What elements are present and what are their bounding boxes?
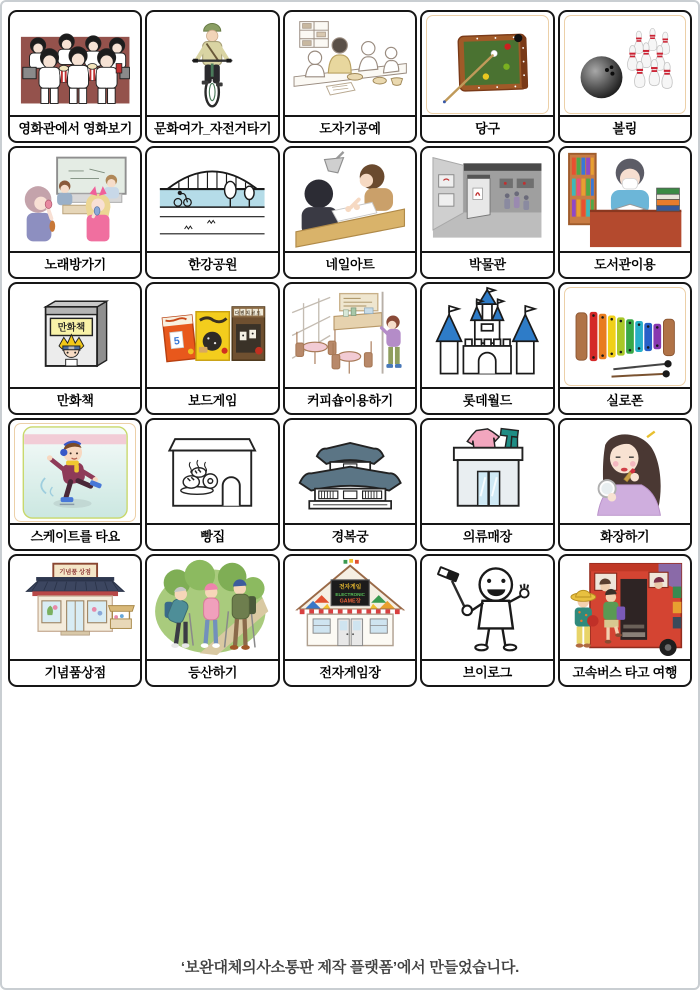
han-river-bridge-icon [149,150,275,249]
ice-skating-illustration [14,423,136,522]
clothing-store-illustration [422,420,552,523]
pottery-craft-illustration [285,12,415,115]
card-label: 보드게임 [147,387,277,413]
card-makeup[interactable] [558,418,692,551]
card-label: 볼링 [560,115,690,141]
express-bus-travel-icon [562,558,688,657]
makeup-icon [562,422,688,521]
hiking-icon [149,558,275,657]
card-hiking[interactable] [145,554,279,687]
castle-icon [424,286,550,385]
bakery-icon [149,422,275,521]
hiking-illustration [147,556,277,659]
comic-book-icon [12,286,138,385]
nail-art-illustration [285,148,415,251]
card-label: 빵집 [147,523,277,549]
svg-text:5: 5 [173,336,181,348]
card-label: 도서관이용 [560,251,690,277]
card-bowling[interactable] [558,10,692,143]
card-label: 경복궁 [285,523,415,549]
palace-illustration [285,420,415,523]
card-label: 영화관에서 영화보기 [10,115,140,141]
billiards-table-icon [428,17,546,112]
bakery-illustration [147,420,277,523]
card-bicycle[interactable] [145,10,279,143]
xylophone-illustration [564,287,686,386]
card-label: 스케이트를 타요 [10,523,140,549]
card-souvenir-shop[interactable] [8,554,142,687]
card-grid [8,10,692,687]
card-label: 문화여가_자전거타기 [147,115,277,141]
card-label: 화장하기 [560,523,690,549]
card-label: 노래방가기 [10,251,140,277]
bowling-ball-pins-illustration [564,15,686,114]
coffee-shop-illustration [285,284,415,387]
clothing-store-icon [424,422,550,521]
svg-text:ELECTRONIC: ELECTRONIC [335,592,365,598]
souvenir-shop-illustration [10,556,140,659]
card-karaoke[interactable] [8,146,142,279]
karaoke-singers-illustration [10,148,140,251]
card-movie-theater[interactable] [8,10,142,143]
card-xylophone[interactable] [558,282,692,415]
pottery-craft-icon [287,14,413,113]
card-label: 기념품상점 [10,659,140,685]
billiards-table-illustration [426,15,548,114]
card-label: 등산하기 [147,659,277,685]
coffee-shop-icon [287,286,413,385]
card-billiards[interactable] [420,10,554,143]
museum-interior-icon [424,150,550,249]
card-label: 의류매장 [422,523,552,549]
card-coffee-shop[interactable] [283,282,417,415]
card-ice-skating[interactable] [8,418,142,551]
card-vlog[interactable] [420,554,554,687]
museum-interior-illustration [422,148,552,251]
xylophone-icon [566,289,684,384]
vlog-selfie-illustration [422,556,552,659]
comic-book-illustration [10,284,140,387]
card-gyeongbokgung[interactable] [283,418,417,551]
card-nail-art[interactable] [283,146,417,279]
card-express-bus[interactable] [558,554,692,687]
nail-art-icon [287,150,413,249]
bowling-ball-pins-icon [566,17,684,112]
card-label: 전자게임장 [285,659,415,685]
card-label: 실로폰 [560,387,690,413]
palace-icon [287,422,413,521]
card-label: 도자기공예 [285,115,415,141]
card-label: 롯데월드 [422,387,552,413]
library-reading-illustration [560,148,690,251]
library-reading-icon [562,150,688,249]
card-lotte-world[interactable] [420,282,554,415]
card-label: 브이로그 [422,659,552,685]
svg-text:다빈치코드: 다빈치코드 [235,310,263,316]
footer-credit: ‘보완대체의사소통판 제작 플랫폼’에서 만들었습니다. [180,959,520,976]
card-label: 한강공원 [147,251,277,277]
card-han-river-park[interactable] [145,146,279,279]
card-bakery[interactable] [145,418,279,551]
card-library[interactable] [558,146,692,279]
cinema-audience-illustration [10,12,140,115]
ice-skating-icon [16,425,134,520]
card-board-game[interactable] [145,282,279,415]
card-museum[interactable] [420,146,554,279]
svg-text:GAME장: GAME장 [339,598,361,605]
souvenir-shop-icon [12,558,138,657]
card-clothing-store[interactable] [420,418,554,551]
makeup-illustration [560,420,690,523]
svg-text:만화책: 만화책 [57,322,86,334]
card-pottery[interactable] [283,10,417,143]
card-label: 커피숍이용하기 [285,387,415,413]
card-comic-book[interactable] [8,282,142,415]
express-bus-travel-illustration [560,556,690,659]
cinema-audience-icon [12,14,138,113]
svg-text:전자게임: 전자게임 [338,584,362,591]
card-label: 당구 [422,115,552,141]
board-game-boxes-icon [149,286,275,385]
card-label: 만화책 [10,387,140,413]
bicycle-rider-icon [149,14,275,113]
vlog-selfie-icon [424,558,550,657]
bicycle-rider-illustration [147,12,277,115]
card-label: 박물관 [422,251,552,277]
castle-illustration [422,284,552,387]
card-label: 네일아트 [285,251,415,277]
svg-text:기념품 상점: 기념품 상점 [59,569,91,577]
arcade-icon [287,558,413,657]
board-game-boxes-illustration [147,284,277,387]
han-river-bridge-illustration [147,148,277,251]
card-arcade[interactable] [283,554,417,687]
karaoke-singers-icon [12,150,138,249]
arcade-illustration [285,556,415,659]
card-label: 고속버스 타고 여행 [560,659,690,685]
